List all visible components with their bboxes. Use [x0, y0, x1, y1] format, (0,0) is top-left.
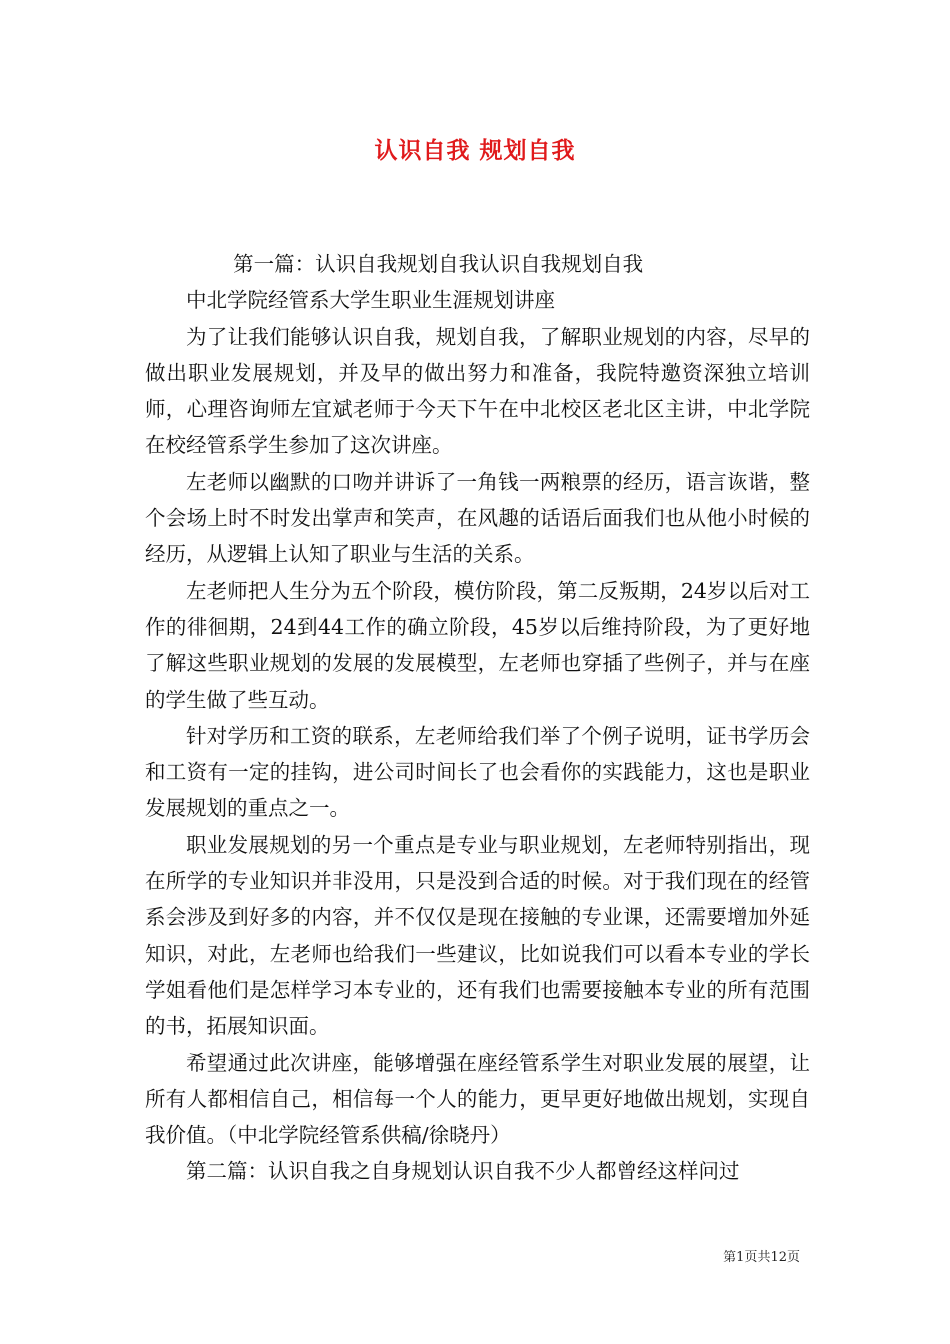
document-title: 认识自我 规划自我 [374, 137, 576, 164]
paragraph: 左老师以幽默的口吻并讲诉了一角钱一两粮票的经历，语言诙谐，整个会场上时不时发出掌声和笑声，在风趣的话语后面我们也从他小时候的经历，从逻辑上认知了职业与生活的关系。 [145, 469, 810, 567]
paragraph-section-heading-1: 第一篇：认识自我规划自我认识自我规划自我 [233, 252, 644, 276]
paragraph-subtitle: 中北学院经管系大学生职业生涯规划讲座 [186, 288, 555, 313]
paragraph: 针对学历和工资的联系，左老师给我们举了个例子说明，证书学历会和工资有一定的挂钩，进公司时间长了也会看你的实践能力，这也是职业发展规划的重点之一。 [145, 723, 810, 821]
paragraph-section-heading-2: 第二篇：认识自我之自身规划认识自我不少人都曾经这样问过 [186, 1159, 740, 1184]
paragraph: 左老师把人生分为五个阶段，模仿阶段，第二反叛期，24岁以后对工作的徘徊期，24到44工作的确立阶段，45岁以后维持阶段，为了更好地了解这些职业规划的发展的发展模型，左老师也穿插了些例子，并与在座的学生做了些互动。 [145, 578, 810, 712]
paragraph: 为了让我们能够认识自我，规划自我，了解职业规划的内容，尽早的做出职业发展规划，并及早的做出努力和准备，我院特邀资深独立培训师，心理咨询师左宜斌老师于今天下午在中北校区老北区主讲，中北学院在校经管系学生参加了这次讲座。 [145, 324, 810, 458]
page-number: 第1页共12页 [723, 1250, 800, 1265]
document-body [145, 246, 810, 1190]
paragraph: 希望通过此次讲座，能够增强在座经管系学生对职业发展的展望，让所有人都相信自己，相信每一个人的能力，更早更好地做出规划，实现自我价值。（中北学院经管系供稿/徐晓丹） [145, 1050, 810, 1148]
paragraph: 职业发展规划的另一个重点是专业与职业规划，左老师特别指出，现在所学的专业知识并非没用，只是没到合适的时候。对于我们现在的经管系会涉及到好多的内容，并不仅仅是现在接触的专业课，还需要增加外延知识，对此，左老师也给我们一些建议，比如说我们可以看本专业的学长学姐看他们是怎样学习本专业的，还有我们也需要接触本专业的所有范围的书，拓展知识面。 [145, 832, 810, 1039]
